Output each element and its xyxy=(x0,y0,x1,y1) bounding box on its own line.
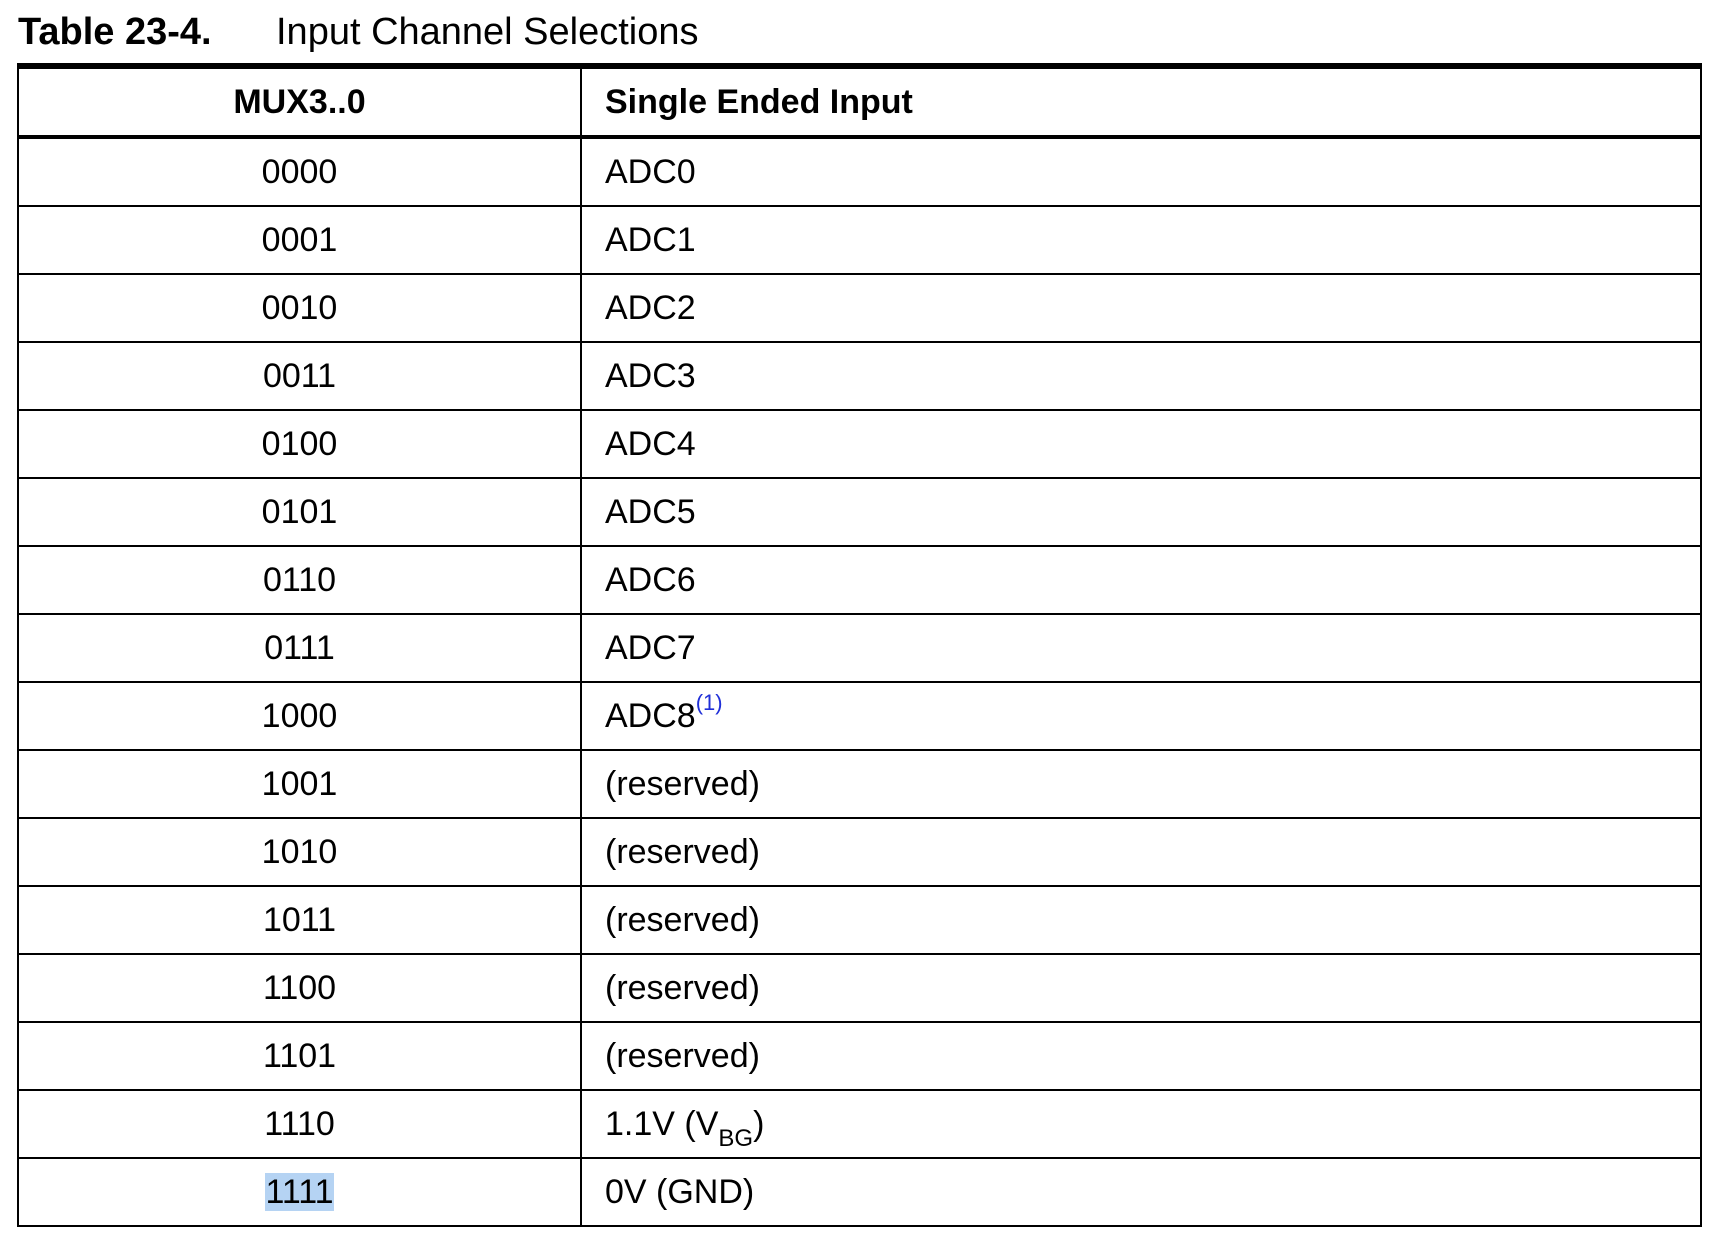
footnote-link[interactable]: (1) xyxy=(695,690,723,716)
input-cell[interactable]: (reserved) xyxy=(581,1022,1700,1090)
header-row xyxy=(19,69,1700,137)
mux-cell[interactable]: 1000 xyxy=(19,682,581,750)
input-cell[interactable]: (reserved) xyxy=(581,750,1700,818)
table-row xyxy=(19,206,1700,274)
input-cell[interactable]: ADC3 xyxy=(581,342,1700,410)
mux-cell[interactable]: 0110 xyxy=(19,546,581,614)
table-number: Table 23-4. xyxy=(18,10,212,53)
mux-cell[interactable]: 0101 xyxy=(19,478,581,546)
input-cell[interactable]: ADC4 xyxy=(581,410,1700,478)
mux-cell[interactable]: 0111 xyxy=(19,614,581,682)
mux-cell[interactable]: 1010 xyxy=(19,818,581,886)
table-row xyxy=(19,614,1700,682)
input-cell[interactable]: ADC6 xyxy=(581,546,1700,614)
input-cell[interactable]: ADC0 xyxy=(605,152,696,191)
table-caption xyxy=(18,8,699,56)
input-cell[interactable] xyxy=(581,1090,1700,1158)
mux-cell[interactable]: 0000 xyxy=(19,137,581,206)
input-cell[interactable]: ADC1 xyxy=(581,206,1700,274)
mux-cell[interactable]: 0010 xyxy=(19,274,581,342)
input-cell[interactable]: 0V (GND) xyxy=(581,1158,1700,1225)
mux-cell[interactable]: 0100 xyxy=(19,410,581,478)
table-row xyxy=(19,546,1700,614)
mux-cell[interactable]: 0011 xyxy=(19,342,581,410)
input-cell[interactable]: (reserved) xyxy=(581,818,1700,886)
input-cell[interactable]: (reserved) xyxy=(581,954,1700,1022)
input-cell[interactable] xyxy=(581,682,1700,750)
table-row xyxy=(19,1022,1700,1090)
table-title: Input Channel Selections xyxy=(276,10,699,53)
input-cell[interactable]: ADC5 xyxy=(581,478,1700,546)
table-row xyxy=(19,1158,1700,1225)
input-text: ADC8 xyxy=(605,696,696,735)
table-row xyxy=(19,274,1700,342)
table-row xyxy=(19,954,1700,1022)
input-suffix: ) xyxy=(753,1104,765,1143)
mux-cell[interactable] xyxy=(19,1158,581,1225)
mux-cell[interactable]: 1011 xyxy=(19,886,581,954)
input-cell[interactable]: ADC7 xyxy=(581,614,1700,682)
mux-cell[interactable]: 1110 xyxy=(19,1090,581,1158)
column-header-mux: MUX3..0 xyxy=(19,69,581,137)
table-row xyxy=(19,818,1700,886)
mux-cell[interactable]: 1101 xyxy=(19,1022,581,1090)
input-text: 1.1V (V xyxy=(605,1104,719,1143)
selected-text[interactable]: 1111 xyxy=(265,1172,334,1211)
column-header-single-ended-input: Single Ended Input xyxy=(581,69,1700,137)
table-row xyxy=(19,750,1700,818)
input-cell[interactable]: (reserved) xyxy=(581,886,1700,954)
table-row xyxy=(19,682,1700,750)
input-channel-table xyxy=(17,63,1702,1227)
table-row xyxy=(19,410,1700,478)
input-subscript: BG xyxy=(718,1125,754,1153)
table-row xyxy=(19,1090,1700,1158)
mux-cell[interactable]: 1100 xyxy=(19,954,581,1022)
table-row xyxy=(19,137,1700,206)
table-row xyxy=(19,886,1700,954)
input-cell[interactable]: ADC2 xyxy=(581,274,1700,342)
mux-cell[interactable]: 1001 xyxy=(19,750,581,818)
table-row xyxy=(19,478,1700,546)
table-row xyxy=(19,342,1700,410)
mux-cell[interactable]: 0001 xyxy=(19,206,581,274)
